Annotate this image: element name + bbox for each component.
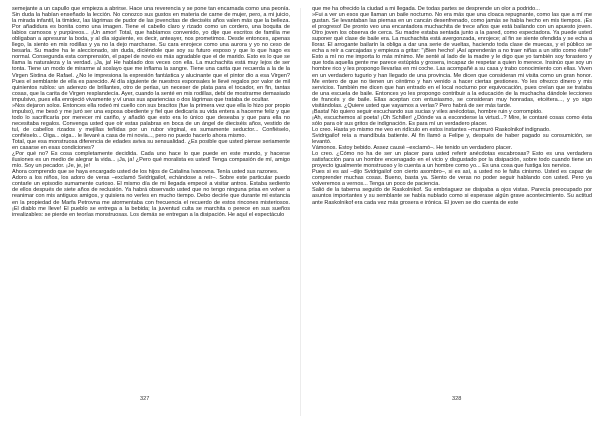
paragraph: ¿Por qué no? Es cosa completamente decidida. Cada uno hace lo que puede en este mundo, y hacerse ilusiones es un medio de alegrar la vida... ¡Ja, ja! ¿Pero qué moralista es usted! Tenga compasión de mí, amigo mío. Soy un pecador. ¡Je, je, je! — [12, 151, 290, 170]
paragraph: Lo creo. ¿Cómo no ha de ser un placer para usted referir anécdotas escabrosas? Esto es una verdadera satisfacción para un hombre encenagado en el vicio y disgustado por la disipación, sobre todo cuando tiene un proyecto igualmente monstruoso y lo cuenta a un hombre como yo... Es una cosa que fustiga los nervios. — [312, 151, 592, 170]
right-page — [306, 0, 596, 424]
right-page-text — [312, 6, 592, 206]
paragraph: Total, que esa monstruosa diferencia de edades aviva su sensualidad. ¿Es posible que usted piense seriamente en casarse en esas condiciones? — [12, 139, 290, 152]
paragraph: Pues si es así –dijo Svidrigailof con cierto asombro–, si es así, a usted no le falta cinismo. Usted es capaz de comprender muchas cosas. Bueno, basta ya. Siento de veras no poder seguir hablando con usted. Pero ya volveremos a vernos... Tenga un poco de paciencia. — [312, 169, 592, 188]
paragraph: semejante a un capullo que empieza a abrirse. Hace una reverencia y se pone tan encarnada como una peonía. Sin duda la habían enseñado la lección. No conozco sus gustos en materia de carne de mujer, pero, a mi juicio, la mirada infantil, la timidez, las lágrimas de pudor de las jovencitas de dieciséis años valen más que la belleza. Por añadidura es bonita como una imagen. Tiene el cabello claro y rizado como un cordero, una boquita de labios carnosos y purpúreos... ¡Un amor! Total, que habíamos convenido, yo dije que escritos de familia me obligaban a apresurar la boda, y al día siguiente, es decir, anteayer, nos prometimos. Desde entonces, apenas llego, la siento en mis rodillas y ya no la dejo marcharse. Su cara enrojece como una aurora y yo no ceso de besarla. Su madre ha le aleccionado, sin duda, diciéndole que soy su futuro esposo y que lo que hago es normal. Consegunda esta comprensión, el papel de novio es más agradable que el de marido. Esto es lo que se llama la naturaleza y la verdad. ¡Ja, ja! He hablado dos veces con ella. La muchachita está muy lejos de ser tonta. Tiene un modo de mirarme al soslayo que me inflama la sangre. Tiene una carita que recuerda a la de la Virgen Sixtina de Rafael. ¿No le impresiona la expresión fantástica y alucinante que el pintor dio a esa Virgen? Pues el semblante de ella es parecido. Al día siguiente de nuestros esponsales le llevé regalos por valor de mil quinientos rublos: un aderezo de brillantes, otro de perlas, un neceser de plata para el tocador, en fin, tantas cosas, que la carita de Virgen resplandecía. Ayer, cuando la senté en mis rodillas, debí de mostrarme demasiado impulsivo, pues ella enrojeció vivamente y ví unas sus apariencias o dos lágrimas que trataba de ocultar. — [12, 6, 290, 103]
left-page — [0, 0, 290, 424]
paragraph: ¡Basta! No quiero seguir escuchando sus sucias y viles anécdotas, hombre ruin y corrompido. — [312, 108, 543, 115]
paragraph: Lo creo. Hasta yo mismo me veo en ridículo en estos instantes –murmuró Raskolnikof indignado. — [312, 126, 551, 133]
paragraph: Svidrigailof reía a mandíbula batiente. Al fin llamó a Felipe y, después de haber pagado su consumición, se levantó. — [312, 132, 592, 146]
left-page-text — [12, 6, 290, 218]
paragraph: Salió de la taberna seguido de Raskolnikof. Su embriaguez se disipaba a ojos vistas. Parecía preocupado por asuntos importantes y su semblante se había nublado como si esperase algún grave acontecimiento. Su actitud ante Raskolnikof era cada vez más grosera e irónica. El joven se dio cuenta de este — [312, 187, 592, 206]
paragraph: Vámonos. Estoy bebido. Assez causé –exclamó–. He tenido un verdadero placer. — [312, 145, 513, 152]
paragraph: ¡Ah, escuchemos al poeta! ¡Oh Schiller! ¿Dónde va a esconderse la virtud...? Mire, le contaré cosas como ésta sólo para oír sus gritos de indignación. Es para mí un verdadero placer. — [312, 114, 592, 127]
page-gutter — [300, 8, 301, 416]
paragraph: Ahora comprendo que se haya encargado usted de los hijos de Catalina Ivanovna. Tenía usted sus razones. — [12, 169, 279, 176]
page-number: 327 — [140, 396, 150, 402]
paragraph: »Nos dejaron solos. Entonces ella rodeó mi cuello con sus bracitos (fue la primera vez que ella lo hizo por propio impulso), me besó y me juró ser una esposa obediente y fiel que dedicaría su vida entera a hacerme feliz y que todo lo sacrificaría por merecer mi cariño, y añadió que esto era lo único que deseaba y que para ella no necesitaba regalos. Convenga usted que oír estas palabras en boca de un ángel de dieciséis años, vestido de tul, de cabellos rizados y mejillas teñidas por un rubor virginal, es sumamente seductor... Confiéselo, confiéselo... Oiga... oiga... le llevaré a casa de mi novia..., pero no puedo hacerlo ahora mismo. — [12, 102, 290, 139]
paragraph: »Fui a ver un esos que llaman un baile nocturno. No era más que una cloaca repugnante, como las que a mí me gustan. Se levantaban las piernas en un cancán desenfrenado, como jamás se había hecho en mis tiempos. ¡Es el progreso! De pronto veo una encantadora muchachita de trece años que está bailando con un apuesto joven. Otro joven los observa de cerca. Su madre estaba sentada junto a la pared, como espectadora. Ya puede usted suponer qué clase de baile era. La muchachita está avergonzada, enrojece; al fin se siente ofendida y se echa a llorar. El arrogante bailarín la obliga a dar una serie de vueltas, haciendo toda clase de muecas, y el público se echa a reír a carcajadas y empieza a gritar: "¡Bien hecho! ¡Así aprenderán a no traer niñas a un sitio como éste!" Esto a mí no me importa lo más mínimo. Me senté al lado de la madre y le digo que yo también soy forastero y que toda aquella gente me parece estúpida y grosera, incapaz de respetar a quien lo merece. Insinúo que soy un hombre rico y les propongo llevarlas en mi coche. Las acompañé a su casa y trabo conocimiento con ellas. Viven en un verdadero tugurio y han llegado de una provincia. Me dicen que consideran mi visita como un gran honor. Me entero de que no tienen un céntimo y han venido a hacer ciertas gestiones. Yo les ofrezco dinero y mis servicios. También me dicen que han entrado en el local nocturno por equivocación, pues creían que se trataba de una escuela de baile. Entonces yo les propongo contribuir a la educación de la muchacha dándole lecciones de francés y de baile. Ellas aceptan con entusiasmo, se consideran muy honradas, etcétera..., y yo sigo visitándolas. ¿Quiere usted que vayamos a verlas? Pero habrá de ser más tarde. — [312, 12, 592, 109]
paragraph: Adoro a los niños, los adoro de veras –exclamó Svidrigailof, echándose a reír–. Sobre este particular puedo contarle un episodio sumamente curioso. El mismo día de mi llegada empecé a visitar antros. Estaba sediento de ellos después de siete años de reclusión. Ya habrá observado usted que no tengo ninguna prisa en volver a reanimar con mis antiguos amigos, y quisiera no verles en mucho tiempo. Debo decirle que durante mi estancia en la propiedad de Marfa Petrovna me atormentaba con frecuencia el recuerdo de estos rincones misteriosos. ¡El diablo me lleve! El pueblo se entrega a la bebida; la juventud culta se marchita o perece en sus sueños irrealizables: se pierde en teorías monstruosas. Los demás se entregan a la disipación. He aquí el espectáculo — [12, 175, 290, 218]
paragraph: que me ha ofrecido la ciudad a mi llegada. De todas partes se desprende un olor a podrido... — [312, 6, 540, 12]
page-number: 328 — [452, 396, 462, 402]
